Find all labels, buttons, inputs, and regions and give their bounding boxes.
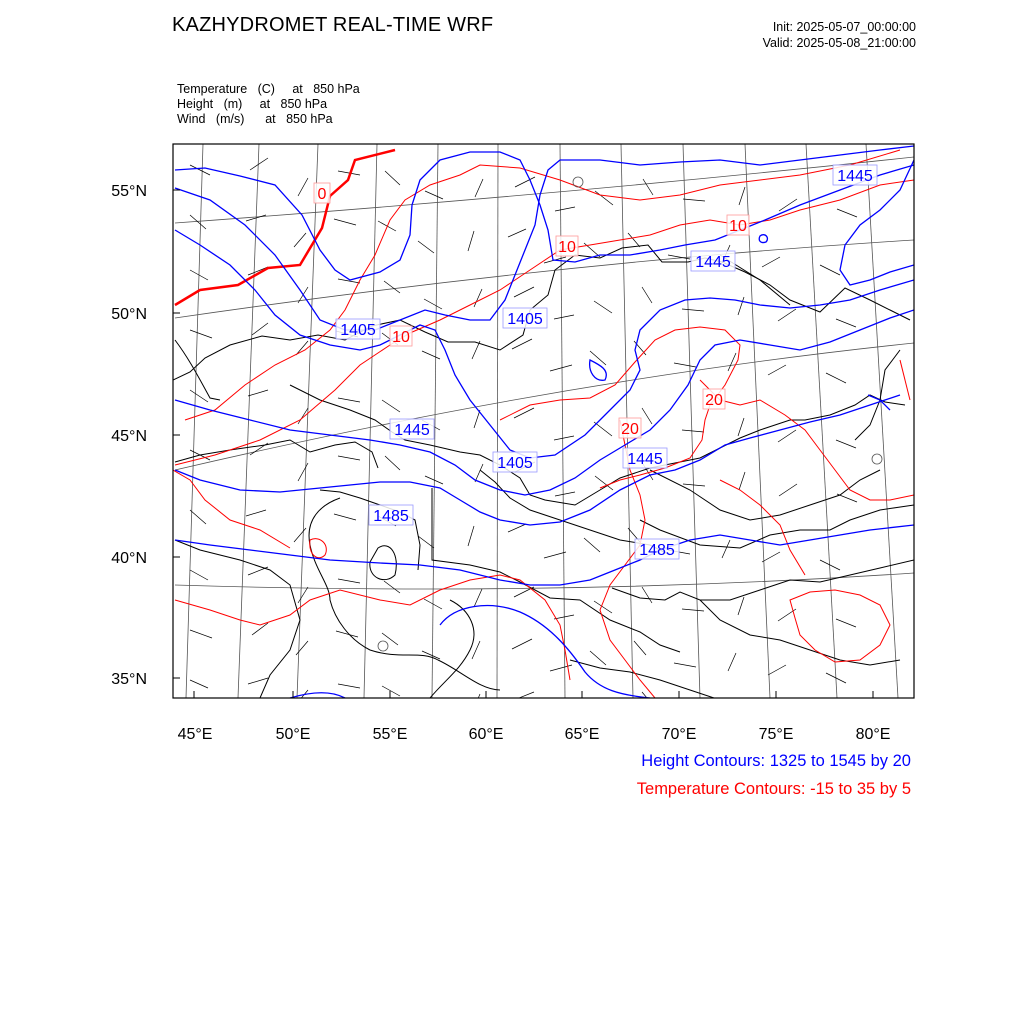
height-label: 1405 <box>497 455 533 472</box>
lon-label-80: 80°E <box>855 726 891 743</box>
lat-label-40: 40°N <box>111 550 147 567</box>
map-title: KAZHYDROMET REAL-TIME WRF <box>172 14 494 36</box>
temperature-label: 0 <box>317 186 327 203</box>
height-label: 1445 <box>695 254 731 271</box>
height-label: 1445 <box>394 422 430 439</box>
field-height: Height (m) at 850 hPa <box>177 97 328 111</box>
field-temperature: Temperature (C) at 850 hPa <box>177 82 360 96</box>
temperature-label: 10 <box>558 239 576 256</box>
lon-label-45: 45°E <box>177 726 213 743</box>
height-contour-info: Height Contours: 1325 to 1545 by 20 <box>641 752 911 770</box>
lon-label-50: 50°E <box>275 726 311 743</box>
temperature-label: 10 <box>729 218 747 235</box>
init-time: Init: 2025-05-07_00:00:00 <box>772 20 916 34</box>
height-label: 1445 <box>837 168 873 185</box>
lon-label-55: 55°E <box>372 726 408 743</box>
zero-isotherm <box>175 150 395 305</box>
temperature-label: 20 <box>621 421 639 438</box>
lon-label-60: 60°E <box>468 726 504 743</box>
lat-label-55: 55°N <box>111 183 147 200</box>
height-contour-labels <box>336 165 877 559</box>
map-frame <box>173 144 914 698</box>
field-wind: Wind (m/s) at 850 hPa <box>177 112 333 126</box>
wind-barbs <box>190 158 857 724</box>
lon-label-65: 65°E <box>564 726 600 743</box>
height-label: 1405 <box>340 322 376 339</box>
lat-label-45: 45°N <box>111 428 147 445</box>
temperature-label: 10 <box>392 329 410 346</box>
height-label: 1445 <box>627 451 663 468</box>
lat-label-35: 35°N <box>111 671 147 688</box>
height-label: 1485 <box>639 542 675 559</box>
lat-label-50: 50°N <box>111 306 147 323</box>
height-label: 1405 <box>507 311 543 328</box>
valid-time: Valid: 2025-05-08_21:00:00 <box>762 36 916 50</box>
graticule <box>175 144 914 698</box>
lon-label-75: 75°E <box>758 726 794 743</box>
map-area <box>173 144 914 724</box>
lake-markers <box>378 177 882 651</box>
temperature-contour-info: Temperature Contours: -15 to 35 by 5 <box>636 780 911 798</box>
height-contours <box>175 146 914 698</box>
temperature-label: 20 <box>705 392 723 409</box>
height-label: 1485 <box>373 508 409 525</box>
lon-label-70: 70°E <box>661 726 697 743</box>
